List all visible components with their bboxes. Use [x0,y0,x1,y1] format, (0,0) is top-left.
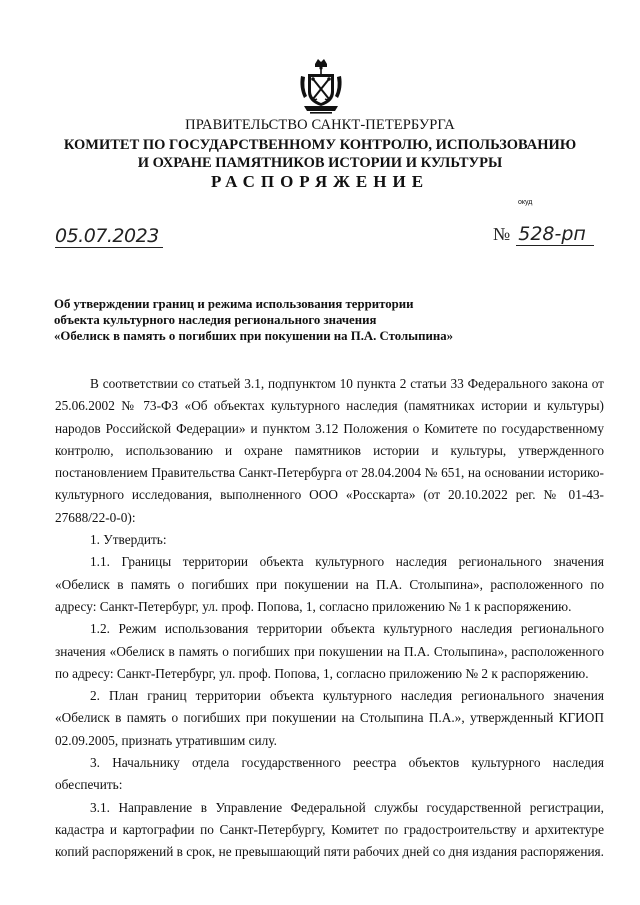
title-line1: Об утверждении границ и режима использования территории [54,297,414,311]
okud-label: окуд [518,199,533,206]
paragraph-item-1-2: 1.2. Режим использования территории объекта культурного наследия регионального значения «Обелиск в память о погибших при покушении на П.А. Столыпина», расположенного по адресу: Санкт-Петербург, ул. проф. Попова, 1, согласно приложению № 2 к распоряжению. [55,621,604,681]
document-number [493,223,594,245]
number-sign: № [493,224,511,244]
paragraph-item-1: 1. Утвердить: [90,532,167,548]
number-value: 528-рп [516,223,594,246]
paragraph-item-2: 2. План границ территории объекта культурного наследия регионального значения «Обелиск в память о погибших при покушении на Столыпина П.А.», утвержденный КГИОП 02.09.2005, признать утратившим силу. [55,688,604,748]
document-type: РАСПОРЯЖЕНИЕ [210,172,430,191]
committee-name-line1: КОМИТЕТ ПО ГОСУДАРСТВЕННОМУ КОНТРОЛЮ, ИСПОЛЬЗОВАНИЮ [63,137,577,153]
paragraph-item-3-1: 3.1. Направление в Управление Федеральной службы государственной регистрации, кадастра и картографии по Санкт-Петербургу, Комитет по градостроительству и архитектуре копий распоряжений в срок, не превышающий пяти рабочих дней со дня издания распоряжения. [55,799,605,860]
document-body [55,373,604,864]
government-name: ПРАВИТЕЛЬСТВО САНКТ-ПЕТЕРБУРГА [185,117,455,133]
document-title [54,296,504,344]
committee-name [40,136,600,172]
title-line3: «Обелиск в память о погибших при покушении на П.А. Столыпина» [54,329,454,343]
saint-petersburg-coat-of-arms-icon [298,58,344,114]
title-line2: объекта культурного наследия регионального значения [54,313,377,327]
committee-name-line2: И ОХРАНЕ ПАМЯТНИКОВ ИСТОРИИ И КУЛЬТУРЫ [137,155,503,171]
paragraph-item-3: 3. Начальнику отдела государственного реестра объектов культурного наследия обеспечить: [55,755,604,793]
paragraph-preamble: В соответствии со статьей 3.1, подпунктом 10 пункта 2 статьи 33 Федерального закона от 25.06.2002 № 73-ФЗ «Об объектах культурного наследия (памятниках истории и культуры) народов Российской Федерации» и пунктом 3.12 Положения о Комитете по государственному контролю, использованию и охране памятников истории и культуры, утвержденного постановлением Правительства Санкт-Петербурга от 28.04.2004 № 651, на основании историко-культурного исследования, выполненного ООО «Росскарта» (от 20.10.2022 рег. № 01-43-27688/22-0-0): [55,376,604,525]
document-date: 05.07.2023 [55,225,163,248]
paragraph-item-1-1: 1.1. Границы территории объекта культурного наследия регионального значения «Обелиск в память о погибших при покушении на П.А. Столыпина», расположенного по адресу: Санкт-Петербург, ул. проф. Попова, 1, согласно приложению № 1 к распоряжению. [55,554,604,614]
